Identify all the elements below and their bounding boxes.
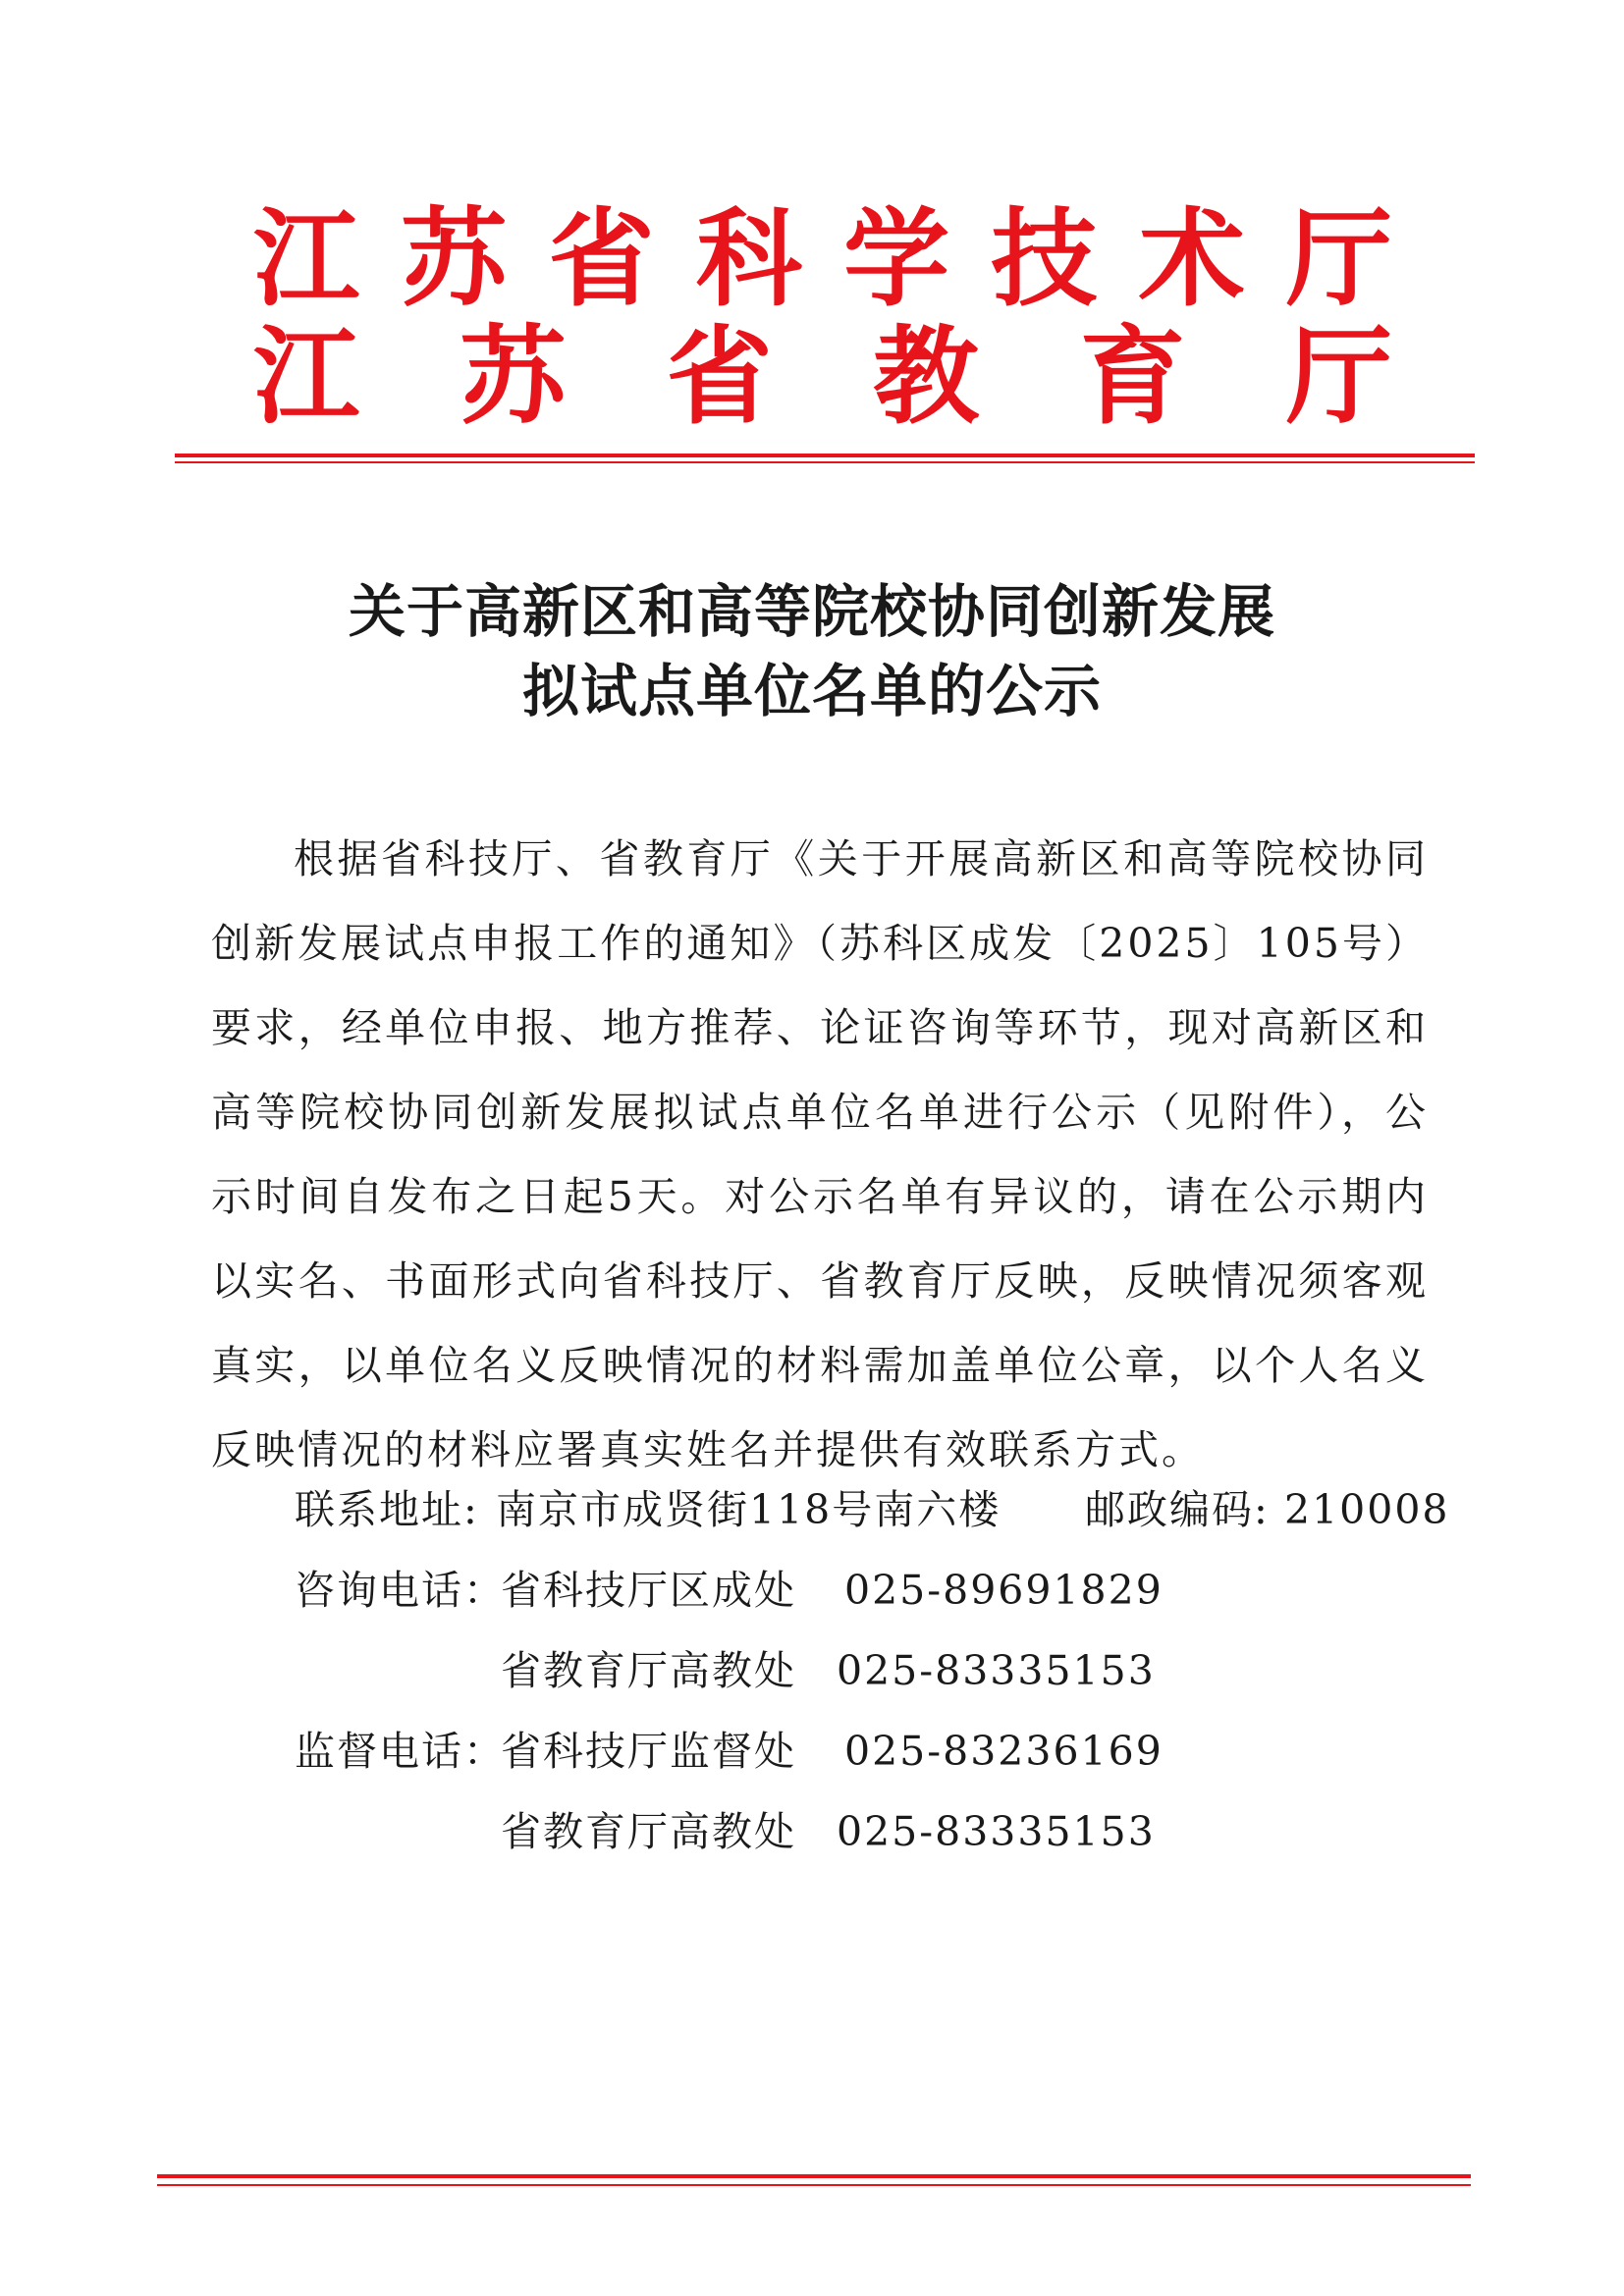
supervise-dept-1: 省科技厅监督处 bbox=[501, 1728, 796, 1775]
footer-rule-thick bbox=[157, 2174, 1471, 2178]
masthead-char: 江 bbox=[253, 198, 360, 321]
consult-phone-1: 025-89691829 bbox=[844, 1567, 1164, 1614]
masthead-char: 厅 bbox=[1285, 316, 1392, 439]
footer-rule-thin bbox=[157, 2184, 1471, 2186]
document-title-line-1: 关于高新区和高等院校协同创新发展 bbox=[348, 578, 1275, 645]
header-rule-thick bbox=[175, 454, 1475, 457]
masthead-char: 苏 bbox=[460, 316, 567, 439]
consult-dept-1: 省科技厅区成处 bbox=[501, 1567, 796, 1614]
masthead-char: 教 bbox=[873, 316, 980, 439]
masthead-char: 学 bbox=[843, 198, 950, 321]
address-value: 南京市成贤街118号南六楼 bbox=[496, 1486, 1001, 1533]
masthead-char: 科 bbox=[695, 198, 802, 321]
masthead-char: 技 bbox=[991, 198, 1098, 321]
postal-label: 邮政编码: bbox=[1085, 1486, 1270, 1533]
postal-value: 210008 bbox=[1284, 1486, 1450, 1533]
masthead-char: 省 bbox=[666, 316, 773, 439]
consult-phone-label: 咨询电话： bbox=[295, 1567, 506, 1614]
document-title-line-2: 拟试点单位名单的公示 bbox=[521, 658, 1102, 724]
supervise-phone-2: 025-83335153 bbox=[837, 1808, 1156, 1855]
address-label: 联系地址: bbox=[295, 1486, 479, 1533]
masthead-char: 省 bbox=[548, 198, 655, 321]
supervise-dept-2: 省教育厅高教处 bbox=[501, 1808, 796, 1855]
masthead-line-science-dept bbox=[253, 198, 1392, 321]
masthead-char: 苏 bbox=[401, 198, 508, 321]
header-rule-thin bbox=[175, 461, 1475, 463]
masthead-char: 厅 bbox=[1285, 198, 1392, 321]
masthead-char: 术 bbox=[1138, 198, 1245, 321]
consult-phone-2: 025-83335153 bbox=[837, 1647, 1156, 1694]
body-paragraph: 根据省科技厅、省教育厅《关于开展高新区和高等院校协同创新发展试点申报工作的通知》（苏科区成发〔2025〕105号）要求，经单位申报、地方推荐、论证咨询等环节，现对高新区和高等院校协同创新发展拟试点单位名单进行公示（见附件），公示时间自发布之日起5天。对公示名单有异议的，请在公示期内以实名、书面形式向省科技厅、省教育厅反映，反映情况须客观真实，以单位名义反映情况的材料需加盖单位公章，以个人名义反映情况的材料应署真实姓名并提供有效联系方式。 bbox=[211, 835, 1429, 1473]
masthead-line-education-dept bbox=[253, 316, 1392, 439]
masthead-char: 江 bbox=[253, 316, 360, 439]
supervise-phone-1: 025-83236169 bbox=[844, 1728, 1164, 1775]
supervise-phone-label: 监督电话： bbox=[295, 1728, 506, 1775]
consult-dept-2: 省教育厅高教处 bbox=[501, 1647, 796, 1694]
masthead-char: 育 bbox=[1079, 316, 1186, 439]
